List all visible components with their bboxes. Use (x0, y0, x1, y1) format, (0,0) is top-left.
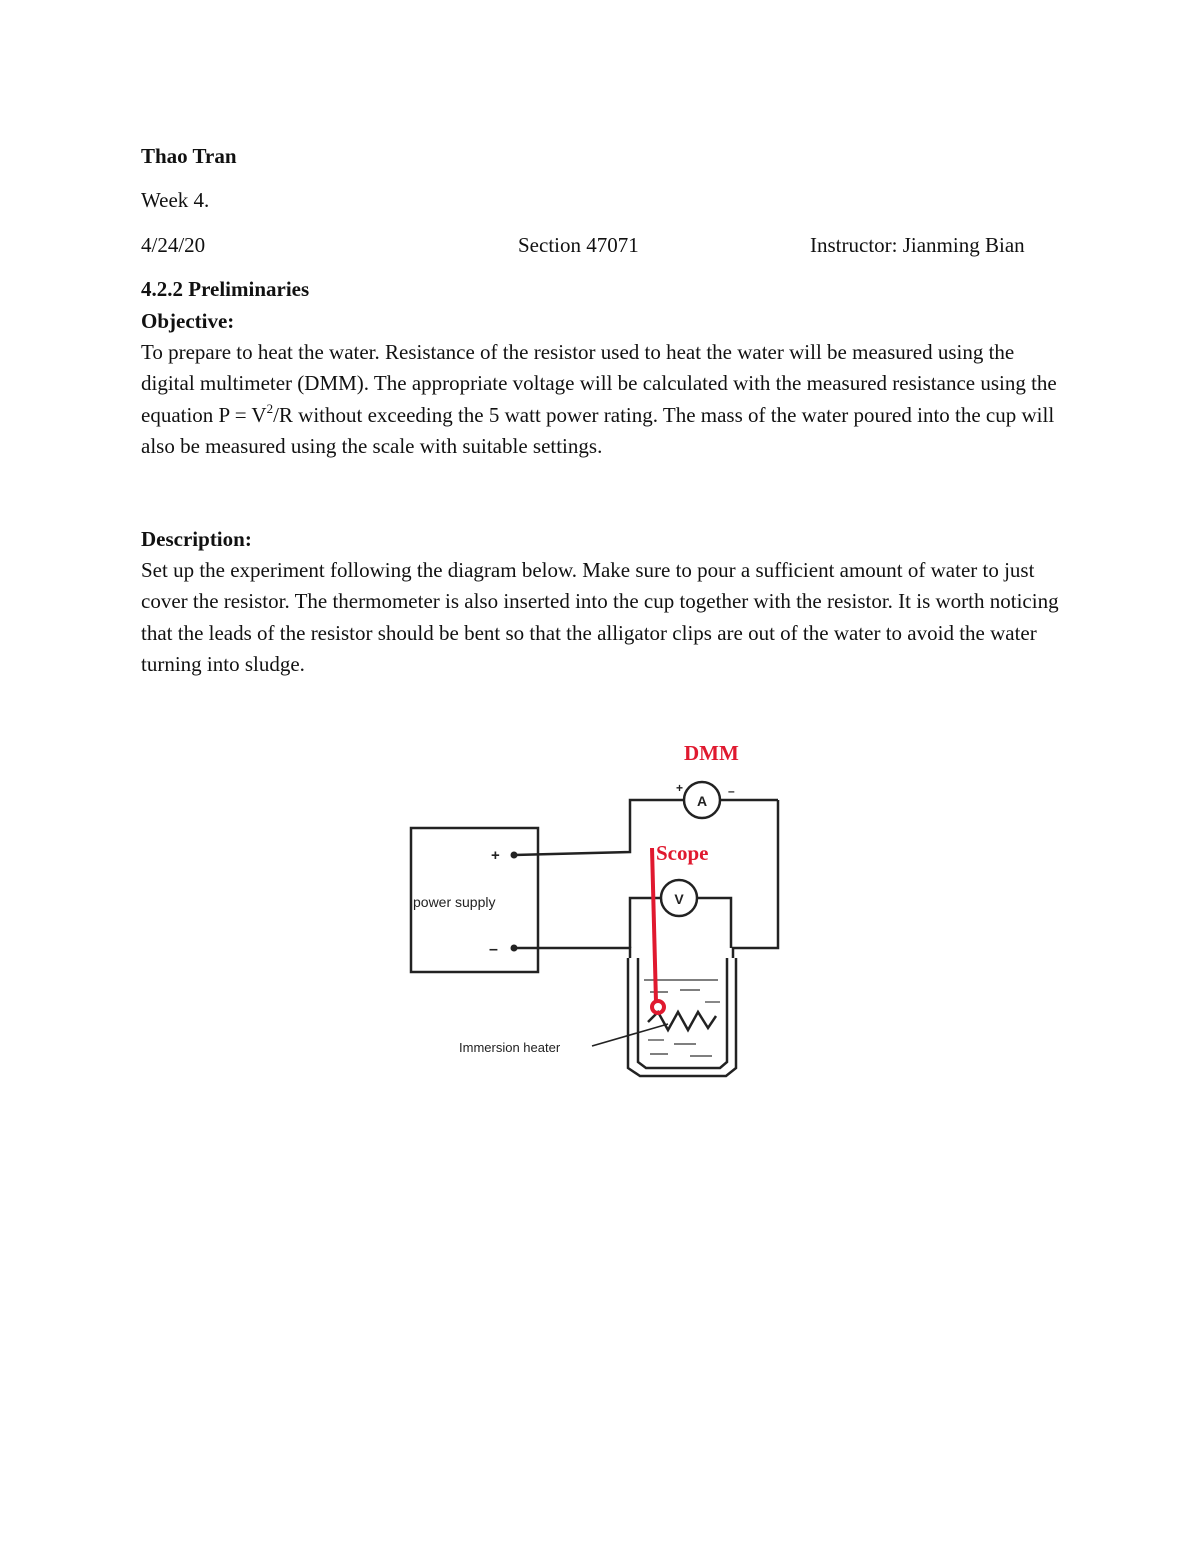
objective-text-part2: /R without exceeding the 5 watt power rating. The mass of the water poured into the cup will also be measured using the scale with suitable settings. (141, 402, 1055, 458)
objective-label: Objective: (141, 309, 235, 333)
ammeter-symbol: A (696, 793, 708, 809)
description-paragraph: Set up the experiment following the diagram below. Make sure to pour a sufficient amount of water to just cover the resistor. The thermometer is also inserted into the cup together with the resistor. It is worth noticing that the leads of the resistor should be bent so that the alligator clips are out of the water to avoid the water turning into sludge. (141, 558, 1059, 676)
heater-leader-line (592, 1024, 668, 1046)
description-label: Description: (141, 527, 252, 551)
week-label: Week 4. (141, 188, 210, 212)
ammeter-minus: – (728, 784, 735, 798)
ammeter-plus: + (676, 781, 684, 795)
wire-right-side (733, 800, 778, 958)
section-heading: 4.2.2 Preliminaries (141, 277, 310, 301)
voltmeter-symbol: V (674, 891, 684, 907)
exponent: 2 (266, 400, 274, 416)
wire-voltmeter-right (696, 898, 731, 948)
scope-probe (652, 848, 664, 1013)
instructor: Instructor: Jianming Bian (810, 233, 1025, 257)
power-supply-label: power supply (413, 894, 496, 910)
minus-sign: – (489, 941, 498, 958)
section-number: Section 47071 (518, 233, 639, 257)
cup-inner (638, 958, 727, 1068)
wire-voltmeter-left (630, 898, 662, 948)
date: 4/24/20 (141, 233, 206, 257)
heater-label: Immersion heater (459, 1040, 561, 1055)
positive-terminal (511, 852, 518, 859)
negative-terminal (511, 945, 518, 952)
objective-text-part1: To prepare to heat the water. Resistance of the resistor used to heat the water will be measured using the digital multimeter (DMM). The appropriate voltage will be calculated with the measured resistance using the equation P = V (141, 340, 1057, 427)
author-name: Thao Tran (141, 144, 237, 168)
plus-sign: + (491, 847, 500, 864)
wire-negative (514, 948, 630, 958)
scope-annotation: Scope (656, 841, 709, 865)
dmm-annotation: DMM (684, 741, 739, 765)
